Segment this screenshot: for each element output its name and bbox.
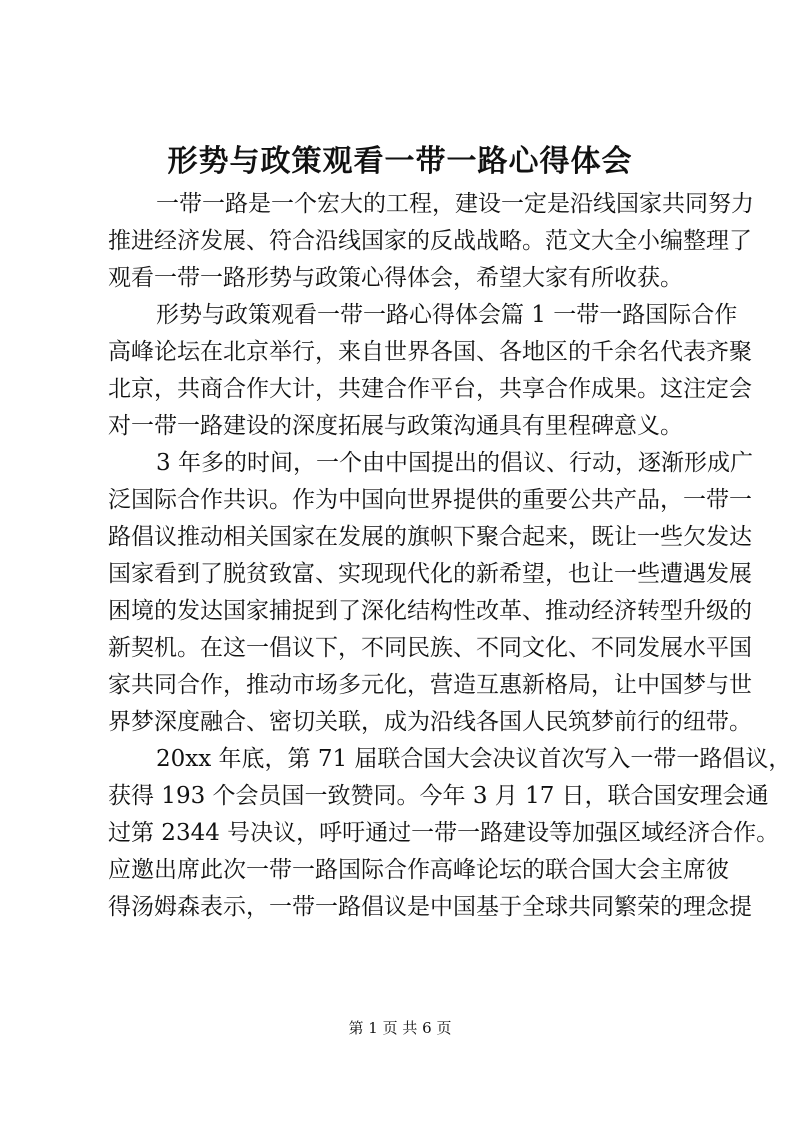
paragraph — [108, 186, 754, 297]
text-line: 界梦深度融合、密切关联，成为沿线各国人民筑梦前行的纽带。 — [108, 709, 752, 735]
text-line: 得汤姆森表示，一带一路倡议是中国基于全球共同繁荣的理念提 — [108, 894, 752, 920]
text-line: 3 年多的时间，一个由中国提出的倡议、行动，逐渐形成广 — [156, 450, 753, 476]
text-line: 获得 193 个会员国一致赞同。今年 3 月 17 日，联合国安理会通 — [108, 783, 769, 809]
document-body — [108, 186, 792, 926]
text-line: 家共同合作，推动市场多元化，营造互惠新格局，让中国梦与世 — [108, 672, 752, 698]
text-line: 推进经济发展、符合沿线国家的反战战略。范文大全小编整理了 — [108, 228, 752, 254]
text-line: 新契机。在这一倡议下，不同民族、不同文化、不同发展水平国 — [108, 635, 752, 661]
text-line: 泛国际合作共识。作为中国向世界提供的重要公共产品，一带一 — [108, 487, 752, 513]
paragraph — [108, 741, 792, 926]
text-line: 困境的发达国家捕捉到了深化结构性改革、推动经济转型升级的 — [108, 598, 752, 624]
text-line: 路倡议推动相关国家在发展的旗帜下聚合起来，既让一些欠发达 — [108, 524, 752, 550]
paragraph — [108, 297, 752, 445]
text-line: 一带一路是一个宏大的工程，建设一定是沿线国家共同努力 — [156, 191, 754, 217]
text-line: 观看一带一路形势与政策心得体会，希望大家有所收获。 — [108, 265, 683, 291]
document-title: 形势与政策观看一带一路心得体会 — [167, 144, 633, 179]
paragraph — [108, 445, 753, 741]
page-number-footer: 第 1 页 共 6 页 — [348, 1019, 452, 1037]
text-line: 国家看到了脱贫致富、实现现代化的新希望，也让一些遭遇发展 — [108, 561, 752, 587]
text-line: 20xx 年底，第 71 届联合国大会决议首次写入一带一路倡议， — [156, 746, 792, 772]
text-line: 过第 2344 号决议，呼吁通过一带一路建设等加强区域经济合作。 — [108, 820, 780, 846]
text-line: 高峰论坛在北京举行，来自世界各国、各地区的千余名代表齐聚 — [108, 339, 752, 365]
text-line: 应邀出席此次一带一路国际合作高峰论坛的联合国大会主席彼 — [108, 857, 729, 883]
text-line: 北京，共商合作大计，共建合作平台，共享合作成果。这注定会 — [108, 376, 752, 402]
text-line: 形势与政策观看一带一路心得体会篇 1 一带一路国际合作 — [156, 302, 738, 328]
text-line: 对一带一路建设的深度拓展与政策沟通具有里程碑意义。 — [108, 413, 683, 439]
